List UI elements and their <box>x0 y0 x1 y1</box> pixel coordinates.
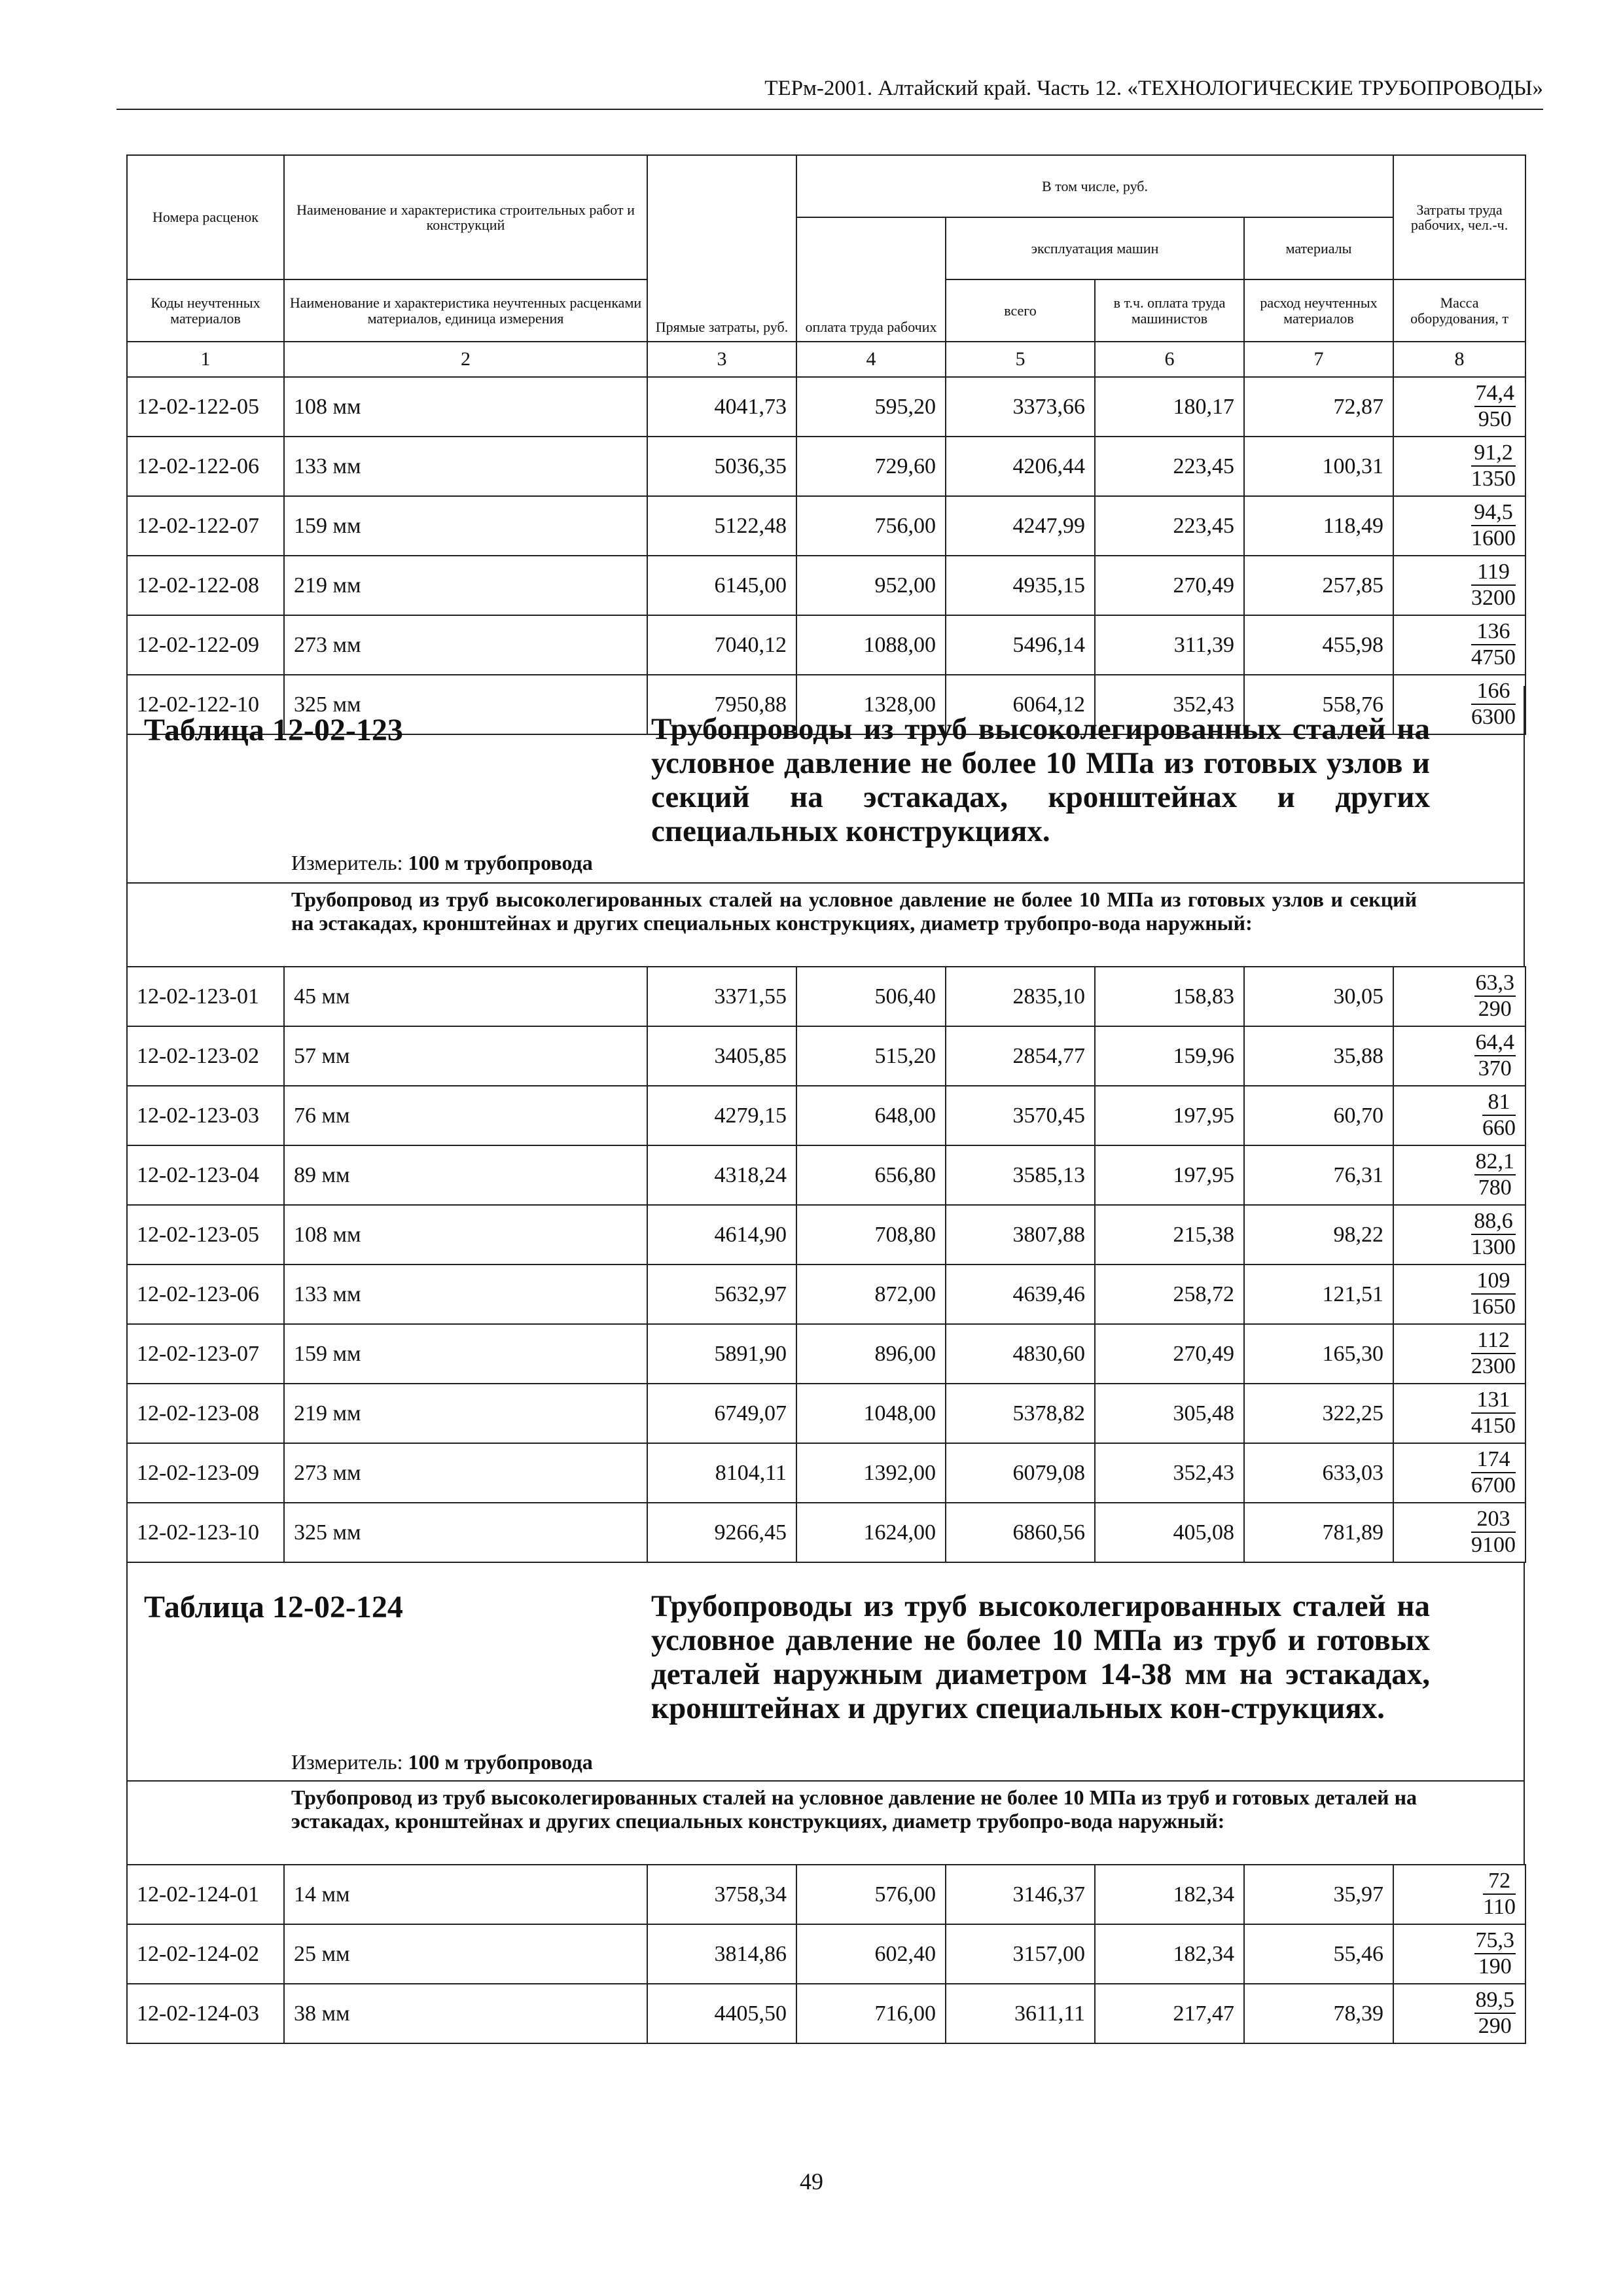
item-name: 76 мм <box>284 1086 647 1145</box>
labor-cost: 648,00 <box>796 1086 946 1145</box>
measure-unit-label: Измеритель: <box>291 1750 403 1774</box>
page-number: 49 <box>800 2168 823 2195</box>
equipment-mass: 1600 <box>1471 526 1516 550</box>
labor-hours-mass <box>1393 1145 1525 1205</box>
measure-unit-value: 100 м трубопровода <box>408 851 593 874</box>
header-col6: в т.ч. оплата труда машинистов <box>1095 279 1244 342</box>
table-row <box>127 1086 1525 1145</box>
materials-cost: 76,31 <box>1244 1145 1393 1205</box>
labor-cost: 506,40 <box>796 967 946 1026</box>
labor-hours: 112 <box>1471 1329 1516 1354</box>
header-col8-top: Затраты труда рабочих, чел.-ч. <box>1393 155 1525 279</box>
subhead-text: Трубопровод из труб высоколегированных сталей на условное давление не более 10 МПа из готовых узлов и секций на эстакадах, кронштейнах и других специальных конструкциях, диаметр трубопро-вода наружный: <box>291 888 1417 935</box>
section-123-heading <box>126 686 1525 882</box>
materials-cost: 98,22 <box>1244 1205 1393 1265</box>
direct-cost: 8104,11 <box>647 1443 796 1503</box>
labor-hours: 131 <box>1471 1389 1516 1414</box>
section-124-heading <box>126 1563 1525 1780</box>
materials-cost: 322,25 <box>1244 1384 1393 1443</box>
rows-123 <box>127 967 1525 1562</box>
equipment-mass: 290 <box>1478 2013 1512 2038</box>
labor-hours-mass <box>1393 556 1525 615</box>
labor-hours-mass <box>1393 496 1525 556</box>
equipment-mass: 4750 <box>1471 645 1516 670</box>
item-name: 159 мм <box>284 1324 647 1384</box>
direct-cost: 3371,55 <box>647 967 796 1026</box>
rate-code: 12-02-124-01 <box>127 1865 284 1924</box>
col-number: 5 <box>946 342 1095 377</box>
table-row <box>127 556 1525 615</box>
item-name: 133 мм <box>284 437 647 496</box>
rate-code: 12-02-123-02 <box>127 1026 284 1086</box>
rows-124 <box>127 1865 1525 2043</box>
item-name: 325 мм <box>284 675 647 734</box>
item-name: 108 мм <box>284 1205 647 1265</box>
rate-code: 12-02-122-06 <box>127 437 284 496</box>
machinist-labor-cost: 215,38 <box>1095 1205 1244 1265</box>
section-124-subhead <box>126 1780 1525 1864</box>
table-label: Таблица 12-02-124 <box>144 1590 403 1624</box>
machinist-labor-cost: 180,17 <box>1095 377 1244 437</box>
labor-hours-mass <box>1393 1443 1525 1503</box>
table-row <box>127 1145 1525 1205</box>
col-number: 6 <box>1095 342 1244 377</box>
header-col2-top: Наименование и характеристика строительных работ и конструкций <box>284 155 647 279</box>
materials-cost: 78,39 <box>1244 1984 1393 2043</box>
materials-cost: 72,87 <box>1244 377 1393 437</box>
table-label: Таблица 12-02-123 <box>144 713 403 747</box>
labor-hours: 136 <box>1471 620 1516 645</box>
direct-cost: 7040,12 <box>647 615 796 675</box>
table-row <box>127 1865 1525 1924</box>
materials-cost: 558,76 <box>1244 675 1393 734</box>
labor-cost: 602,40 <box>796 1924 946 1984</box>
direct-cost: 5632,97 <box>647 1265 796 1324</box>
running-head: ТЕРм-2001. Алтайский край. Часть 12. «ТЕХНОЛОГИЧЕСКИЕ ТРУБОПРОВОДЫ» <box>116 68 1543 110</box>
item-name: 273 мм <box>284 1443 647 1503</box>
labor-cost: 595,20 <box>796 377 946 437</box>
equipment-mass: 110 <box>1483 1894 1516 1919</box>
equipment-mass: 2300 <box>1471 1354 1516 1378</box>
equipment-mass: 370 <box>1478 1056 1512 1081</box>
direct-cost: 4041,73 <box>647 377 796 437</box>
direct-cost: 9266,45 <box>647 1503 796 1562</box>
rate-code: 12-02-122-05 <box>127 377 284 437</box>
labor-hours: 74,4 <box>1474 382 1516 407</box>
measure-unit <box>291 851 593 875</box>
machine-cost: 3373,66 <box>946 377 1095 437</box>
rate-code: 12-02-122-09 <box>127 615 284 675</box>
machinist-labor-cost: 405,08 <box>1095 1503 1244 1562</box>
equipment-mass: 190 <box>1478 1954 1512 1979</box>
item-name: 219 мм <box>284 556 647 615</box>
equipment-mass: 6700 <box>1471 1473 1516 1498</box>
direct-cost: 4279,15 <box>647 1086 796 1145</box>
rows-122 <box>127 377 1525 734</box>
labor-hours-mass <box>1393 1865 1525 1924</box>
machine-cost: 3611,11 <box>946 1984 1095 2043</box>
machine-cost: 5496,14 <box>946 615 1095 675</box>
price-table-123 <box>126 966 1526 1563</box>
table-row <box>127 437 1525 496</box>
col-number: 8 <box>1393 342 1525 377</box>
labor-cost: 1624,00 <box>796 1503 946 1562</box>
materials-cost: 55,46 <box>1244 1924 1393 1984</box>
labor-cost: 1048,00 <box>796 1384 946 1443</box>
machine-cost: 4206,44 <box>946 437 1095 496</box>
labor-cost: 756,00 <box>796 496 946 556</box>
machine-cost: 4935,15 <box>946 556 1095 615</box>
subhead-text: Трубопровод из труб высоколегированных сталей на условное давление не более 10 МПа из труб и готовых деталей на эстакадах, кронштейнах и других специальных конструкциях, диаметр трубопро-вода наружный: <box>291 1785 1417 1833</box>
labor-hours-mass <box>1393 1026 1525 1086</box>
labor-hours-mass <box>1393 1503 1525 1562</box>
rate-code: 12-02-123-06 <box>127 1265 284 1324</box>
rate-code: 12-02-123-10 <box>127 1503 284 1562</box>
rate-code: 12-02-123-01 <box>127 967 284 1026</box>
direct-cost: 7950,88 <box>647 675 796 734</box>
labor-hours: 109 <box>1471 1270 1516 1295</box>
labor-cost: 716,00 <box>796 1984 946 2043</box>
direct-cost: 3758,34 <box>647 1865 796 1924</box>
machine-cost: 3146,37 <box>946 1865 1095 1924</box>
equipment-mass: 1350 <box>1471 466 1516 491</box>
item-name: 273 мм <box>284 615 647 675</box>
table-row <box>127 1984 1525 2043</box>
materials-cost: 781,89 <box>1244 1503 1393 1562</box>
table-row <box>127 1026 1525 1086</box>
rate-code: 12-02-123-03 <box>127 1086 284 1145</box>
labor-cost: 1392,00 <box>796 1443 946 1503</box>
col-number: 2 <box>284 342 647 377</box>
item-name: 159 мм <box>284 496 647 556</box>
machinist-labor-cost: 311,39 <box>1095 615 1244 675</box>
machine-cost: 6860,56 <box>946 1503 1095 1562</box>
machinist-labor-cost: 197,95 <box>1095 1145 1244 1205</box>
labor-hours-mass <box>1393 1265 1525 1324</box>
item-name: 133 мм <box>284 1265 647 1324</box>
machinist-labor-cost: 159,96 <box>1095 1026 1244 1086</box>
equipment-mass: 290 <box>1478 996 1512 1021</box>
labor-cost: 656,80 <box>796 1145 946 1205</box>
col-number: 3 <box>647 342 796 377</box>
machine-cost: 4639,46 <box>946 1265 1095 1324</box>
measure-unit-value: 100 м трубопровода <box>408 1750 593 1774</box>
machinist-labor-cost: 305,48 <box>1095 1384 1244 1443</box>
direct-cost: 4318,24 <box>647 1145 796 1205</box>
machine-cost: 3570,45 <box>946 1086 1095 1145</box>
header-materials: материалы <box>1244 217 1393 279</box>
item-name: 45 мм <box>284 967 647 1026</box>
labor-cost: 576,00 <box>796 1865 946 1924</box>
materials-cost: 121,51 <box>1244 1265 1393 1324</box>
labor-hours: 82,1 <box>1474 1151 1516 1175</box>
header-col4: оплата труда рабочих <box>796 217 946 342</box>
labor-hours: 89,5 <box>1474 1989 1516 2014</box>
labor-hours: 203 <box>1471 1508 1516 1533</box>
labor-hours-mass <box>1393 377 1525 437</box>
item-name: 38 мм <box>284 1984 647 2043</box>
header-col5: всего <box>946 279 1095 342</box>
machinist-labor-cost: 182,34 <box>1095 1865 1244 1924</box>
header-incl: В том числе, руб. <box>796 155 1393 217</box>
machinist-labor-cost: 197,95 <box>1095 1086 1244 1145</box>
table-row <box>127 615 1525 675</box>
machine-cost: 6064,12 <box>946 675 1095 734</box>
table-row <box>127 1384 1525 1443</box>
rate-code: 12-02-123-05 <box>127 1205 284 1265</box>
measure-unit <box>291 1750 593 1774</box>
item-name: 14 мм <box>284 1865 647 1924</box>
equipment-mass: 9100 <box>1471 1532 1516 1557</box>
materials-cost: 257,85 <box>1244 556 1393 615</box>
labor-hours-mass <box>1393 1984 1525 2043</box>
materials-cost: 100,31 <box>1244 437 1393 496</box>
item-name: 108 мм <box>284 377 647 437</box>
labor-hours-mass <box>1393 1324 1525 1384</box>
price-table-124 <box>126 1864 1526 2044</box>
rate-code: 12-02-124-03 <box>127 1984 284 2043</box>
header-col3: Прямые затраты, руб. <box>647 155 796 342</box>
machine-cost: 3807,88 <box>946 1205 1095 1265</box>
measure-unit-label: Измеритель: <box>291 851 403 874</box>
item-name: 219 мм <box>284 1384 647 1443</box>
machinist-labor-cost: 270,49 <box>1095 1324 1244 1384</box>
labor-cost: 952,00 <box>796 556 946 615</box>
labor-hours: 94,5 <box>1471 501 1516 526</box>
table-title: Трубопроводы из труб высоколегированных сталей на условное давление не более 10 МПа из готовых узлов и секций на эстакадах, кронштейнах и других специальных конструкциях. <box>651 712 1430 848</box>
header-col1-bottom: Коды неучтенных материалов <box>127 279 284 342</box>
table-row <box>127 1503 1525 1562</box>
labor-hours: 64,4 <box>1474 1031 1516 1056</box>
machinist-labor-cost: 352,43 <box>1095 675 1244 734</box>
machinist-labor-cost: 223,45 <box>1095 496 1244 556</box>
labor-hours-mass <box>1393 1205 1525 1265</box>
direct-cost: 6749,07 <box>647 1384 796 1443</box>
labor-hours: 72 <box>1483 1870 1516 1895</box>
equipment-mass: 780 <box>1478 1175 1512 1200</box>
table-row <box>127 377 1525 437</box>
labor-hours-mass <box>1393 1086 1525 1145</box>
col-number: 7 <box>1244 342 1393 377</box>
table-row <box>127 967 1525 1026</box>
section-123-subhead <box>126 882 1525 966</box>
materials-cost: 165,30 <box>1244 1324 1393 1384</box>
labor-hours: 63,3 <box>1474 972 1516 997</box>
header-machines: эксплуатация машин <box>946 217 1244 279</box>
machinist-labor-cost: 217,47 <box>1095 1984 1244 2043</box>
equipment-mass: 660 <box>1482 1115 1516 1140</box>
labor-hours: 75,3 <box>1474 1929 1516 1954</box>
rate-code: 12-02-123-04 <box>127 1145 284 1205</box>
labor-cost: 896,00 <box>796 1324 946 1384</box>
equipment-mass: 1300 <box>1471 1234 1516 1259</box>
materials-cost: 35,88 <box>1244 1026 1393 1086</box>
equipment-mass: 3200 <box>1471 585 1516 610</box>
machinist-labor-cost: 270,49 <box>1095 556 1244 615</box>
labor-hours-mass <box>1393 1384 1525 1443</box>
machine-cost: 4247,99 <box>946 496 1095 556</box>
header-col1-top: Номера расценок <box>127 155 284 279</box>
equipment-mass: 950 <box>1478 406 1512 431</box>
item-name: 25 мм <box>284 1924 647 1984</box>
labor-cost: 515,20 <box>796 1026 946 1086</box>
equipment-mass: 1650 <box>1471 1294 1516 1319</box>
labor-cost: 872,00 <box>796 1265 946 1324</box>
table-row <box>127 1205 1525 1265</box>
machinist-labor-cost: 182,34 <box>1095 1924 1244 1984</box>
labor-hours-mass <box>1393 1924 1525 1984</box>
labor-hours: 91,2 <box>1471 442 1516 467</box>
item-name: 89 мм <box>284 1145 647 1205</box>
direct-cost: 3405,85 <box>647 1026 796 1086</box>
rate-code: 12-02-122-07 <box>127 496 284 556</box>
direct-cost: 5891,90 <box>647 1324 796 1384</box>
machine-cost: 2835,10 <box>946 967 1095 1026</box>
machinist-labor-cost: 258,72 <box>1095 1265 1244 1324</box>
rate-code: 12-02-122-10 <box>127 675 284 734</box>
rate-code: 12-02-123-09 <box>127 1443 284 1503</box>
materials-cost: 60,70 <box>1244 1086 1393 1145</box>
equipment-mass: 6300 <box>1471 704 1516 729</box>
direct-cost: 3814,86 <box>647 1924 796 1984</box>
item-name: 57 мм <box>284 1026 647 1086</box>
direct-cost: 4405,50 <box>647 1984 796 2043</box>
table-row <box>127 496 1525 556</box>
header-col2-bottom: Наименование и характеристика неучтенных расценками материалов, единица измерения <box>284 279 647 342</box>
direct-cost: 6145,00 <box>647 556 796 615</box>
machine-cost: 5378,82 <box>946 1384 1095 1443</box>
direct-cost: 5036,35 <box>647 437 796 496</box>
labor-cost: 1088,00 <box>796 615 946 675</box>
col-number: 4 <box>796 342 946 377</box>
materials-cost: 30,05 <box>1244 967 1393 1026</box>
direct-cost: 5122,48 <box>647 496 796 556</box>
labor-cost: 708,80 <box>796 1205 946 1265</box>
machinist-labor-cost: 223,45 <box>1095 437 1244 496</box>
rate-code: 12-02-124-02 <box>127 1924 284 1984</box>
item-name: 325 мм <box>284 1503 647 1562</box>
table-row <box>127 1924 1525 1984</box>
rate-code: 12-02-123-07 <box>127 1324 284 1384</box>
labor-cost: 1328,00 <box>796 675 946 734</box>
materials-cost: 118,49 <box>1244 496 1393 556</box>
labor-hours-mass <box>1393 967 1525 1026</box>
header-col8-bottom: Масса оборудования, т <box>1393 279 1525 342</box>
labor-hours-mass <box>1393 437 1525 496</box>
machine-cost: 3157,00 <box>946 1924 1095 1984</box>
rate-code: 12-02-122-08 <box>127 556 284 615</box>
table-title: Трубопроводы из труб высоколегированных сталей на условное давление не более 10 МПа из труб и готовых деталей наружным диаметром 14-38 мм на эстакадах, кронштейнах и других специальных кон-струкциях. <box>651 1589 1430 1725</box>
labor-cost: 729,60 <box>796 437 946 496</box>
direct-cost: 4614,90 <box>647 1205 796 1265</box>
table-row <box>127 1443 1525 1503</box>
labor-hours: 119 <box>1471 561 1516 586</box>
machinist-labor-cost: 158,83 <box>1095 967 1244 1026</box>
col-number: 1 <box>127 342 284 377</box>
materials-cost: 455,98 <box>1244 615 1393 675</box>
machine-cost: 6079,08 <box>946 1443 1095 1503</box>
labor-hours: 88,6 <box>1471 1210 1516 1235</box>
header-col7: расход неучтенных материалов <box>1244 279 1393 342</box>
materials-cost: 35,97 <box>1244 1865 1393 1924</box>
labor-hours-mass <box>1393 615 1525 675</box>
machine-cost: 2854,77 <box>946 1026 1095 1086</box>
equipment-mass: 4150 <box>1471 1413 1516 1438</box>
materials-cost: 633,03 <box>1244 1443 1393 1503</box>
labor-hours: 81 <box>1482 1091 1516 1116</box>
labor-hours: 166 <box>1471 680 1516 705</box>
price-table-122 <box>126 154 1526 735</box>
table-row <box>127 1324 1525 1384</box>
machine-cost: 3585,13 <box>946 1145 1095 1205</box>
rate-code: 12-02-123-08 <box>127 1384 284 1443</box>
machinist-labor-cost: 352,43 <box>1095 1443 1244 1503</box>
machine-cost: 4830,60 <box>946 1324 1095 1384</box>
labor-hours: 174 <box>1471 1448 1516 1473</box>
table-row <box>127 1265 1525 1324</box>
